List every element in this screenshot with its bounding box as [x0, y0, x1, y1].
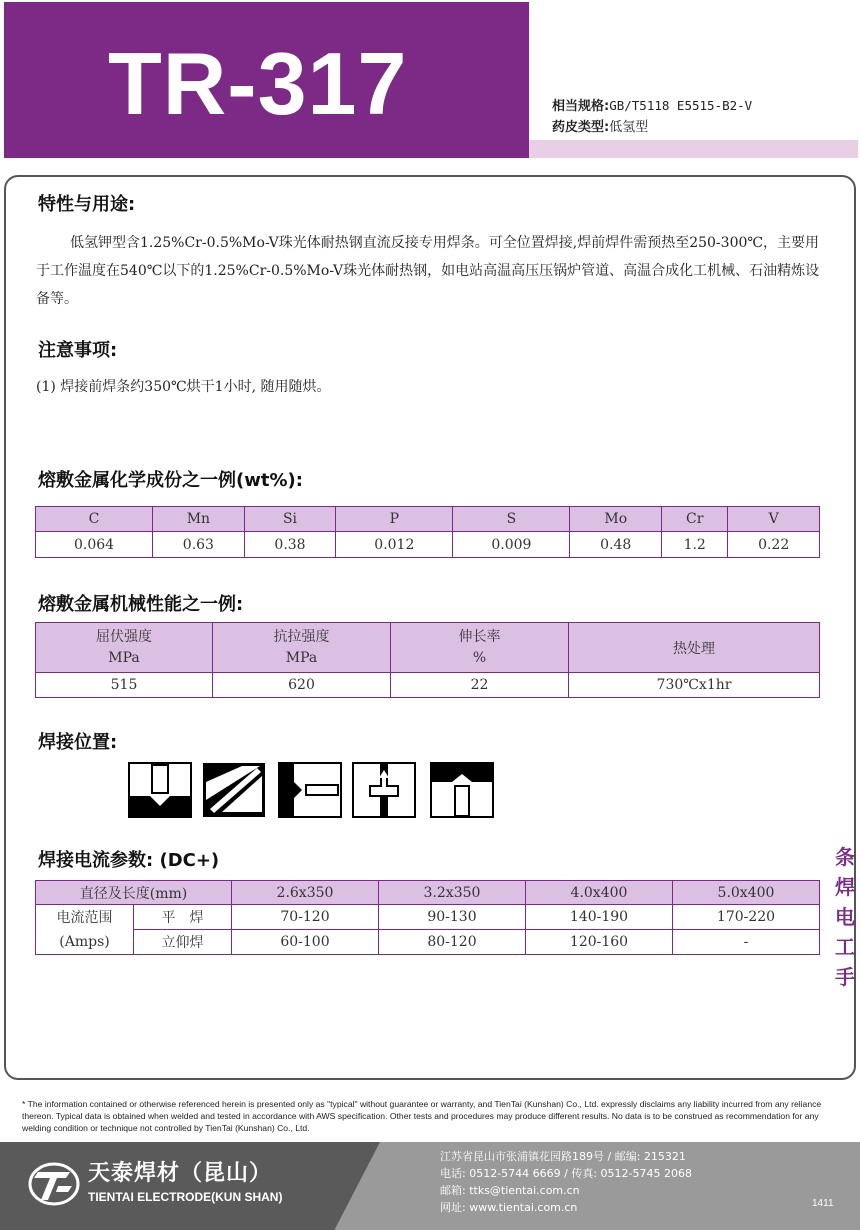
chem-header: P — [336, 507, 453, 532]
size-header-label: 直径及长度(mm) — [36, 881, 232, 905]
mech-table — [35, 622, 820, 698]
notes-title: 注意事项: — [38, 340, 118, 361]
current-table — [35, 880, 820, 955]
chem-header: Si — [244, 507, 336, 532]
chem-table — [35, 506, 820, 558]
yield-label: 屈伏强度 — [96, 628, 152, 645]
spec-value: GB/T5118 E5515-B2-V — [609, 98, 753, 113]
spec-label: 相当规格: — [552, 99, 610, 114]
current-title: 焊接电流参数: (DC+) — [38, 850, 220, 871]
current-range-unit: (Amps) — [59, 933, 110, 950]
yield-unit: MPa — [108, 649, 140, 666]
side-char: 条 — [835, 845, 855, 869]
mech-value-row — [36, 673, 820, 698]
chem-header-row — [36, 507, 820, 532]
header-accent-strip — [529, 140, 858, 158]
flat-value: 90-130 — [379, 905, 526, 930]
vertical-label: 立仰焊 — [134, 930, 232, 955]
coating-line — [552, 116, 648, 135]
mech-value: 22 — [391, 673, 569, 698]
chem-value: 0.48 — [570, 532, 662, 558]
mech-value: 620 — [213, 673, 391, 698]
coating-value: 低氢型 — [609, 120, 649, 135]
mech-header-elongation — [391, 623, 569, 673]
features-title: 特性与用途: — [38, 194, 136, 215]
tensile-unit: MPa — [285, 649, 318, 666]
side-char: 电 — [835, 905, 855, 929]
elongation-label: 伸长率 — [458, 628, 501, 645]
mech-header-row — [36, 623, 820, 673]
features-text: 低氢钾型含1.25%Cr-0.5%Mo-V珠光体耐热钢直流反接专用焊条。可全位置焊接,焊前焊件需预热至250-300℃，主要用于工作温度在540℃以下的1.25%Cr-0.5%Mo-V珠光体耐热钢，如电站高温高压压锅炉管道、高温合成化工机械、石油精炼设备等。 — [36, 235, 820, 307]
footer — [0, 1142, 860, 1230]
flat-value: 140-190 — [526, 905, 673, 930]
chem-value: 0.064 — [36, 532, 153, 558]
model-title: TR-317 — [108, 34, 408, 133]
chem-value-row — [36, 532, 820, 558]
vertical-value: 120-160 — [526, 930, 673, 955]
footer-website[interactable]: 网址: www.tientai.com.cn — [440, 1201, 578, 1214]
flat-row — [36, 905, 820, 930]
footer-email[interactable]: 邮箱: ttks@tientai.com.cn — [440, 1184, 580, 1197]
vertical-position-icon — [278, 762, 342, 818]
mech-value: 515 — [36, 673, 213, 698]
mech-title: 熔敷金属机械性能之一例: — [38, 594, 244, 615]
current-range-label — [36, 905, 134, 955]
vertical-row — [36, 930, 820, 955]
flat-position-icon — [128, 762, 192, 818]
footer-address: 江苏省昆山市张浦镇花园路189号 / 邮编: 215321 — [440, 1150, 686, 1163]
mech-header-yield — [36, 623, 213, 673]
tensile-label: 抗拉强度 — [273, 628, 330, 645]
chem-header: C — [36, 507, 153, 532]
horizontal-position-icon — [202, 762, 266, 818]
chem-value: 0.012 — [336, 532, 453, 558]
current-range-text: 电流范围 — [56, 909, 113, 926]
vertical-value: 80-120 — [379, 930, 526, 955]
chem-header: V — [728, 507, 820, 532]
brand-name-cn: 天泰焊材（昆山） — [88, 1161, 273, 1186]
size-header: 4.0x400 — [526, 881, 673, 905]
page-number: 1411 — [812, 1198, 834, 1209]
side-char: 手 — [835, 965, 855, 989]
tientai-logo-icon — [28, 1156, 80, 1212]
chem-value: 0.63 — [153, 532, 245, 558]
chem-header: Mn — [153, 507, 245, 532]
chem-value: 0.38 — [244, 532, 336, 558]
disclaimer-footnote: * The information contained or otherwise referenced herein is presented only as "typical" without guarantee or warranty, and TienTai (Kunshan) Co., Ltd. expressly disclaims any liability incurred from any reliance thereon. Typical data is obtained when welded and tested in accordance with AWS specification. Other tests and procedures may produce different results. No data is to be construed as recommendation for any welding condition or technique not controlled by TienTai (Kunshan) Co., Ltd. — [22, 1099, 822, 1133]
pos-title: 焊接位置: — [38, 732, 118, 753]
flat-value: 70-120 — [232, 905, 379, 930]
brand-name-en: TIENTAI ELECTRODE(KUN SHAN) — [88, 1190, 283, 1204]
notes-text: (1) 焊接前焊条约350℃烘干1小时, 随用随烘。 — [36, 379, 331, 395]
footer-phone: 电话: 0512-5744 6669 / 传真: 0512-5745 2068 — [440, 1167, 693, 1180]
size-header: 2.6x350 — [232, 881, 379, 905]
chem-header: Mo — [570, 507, 662, 532]
vertical-value: 60-100 — [232, 930, 379, 955]
current-header-row — [36, 881, 820, 905]
side-char: 工 — [835, 935, 855, 959]
chem-header: Cr — [662, 507, 728, 532]
coating-label: 药皮类型: — [552, 120, 610, 135]
overhead-position-icon — [430, 762, 494, 818]
flat-label: 平 焊 — [134, 905, 232, 930]
chem-value: 0.22 — [728, 532, 820, 558]
spec-line — [552, 95, 752, 114]
vertical-up-position-icon — [352, 762, 416, 818]
mech-value: 730℃x1hr — [569, 673, 820, 698]
elongation-unit: % — [472, 649, 487, 666]
chem-title: 熔敷金属化学成份之一例(wt%): — [38, 470, 303, 491]
size-header: 3.2x350 — [379, 881, 526, 905]
chem-value: 1.2 — [662, 532, 728, 558]
vertical-value: - — [673, 930, 820, 955]
side-label — [832, 842, 858, 992]
chem-header: S — [453, 507, 570, 532]
flat-value: 170-220 — [673, 905, 820, 930]
size-header: 5.0x400 — [673, 881, 820, 905]
mech-header-heat: 热处理 — [569, 623, 820, 673]
chem-value: 0.009 — [453, 532, 570, 558]
side-char: 焊 — [835, 875, 855, 899]
mech-header-tensile — [213, 623, 391, 673]
